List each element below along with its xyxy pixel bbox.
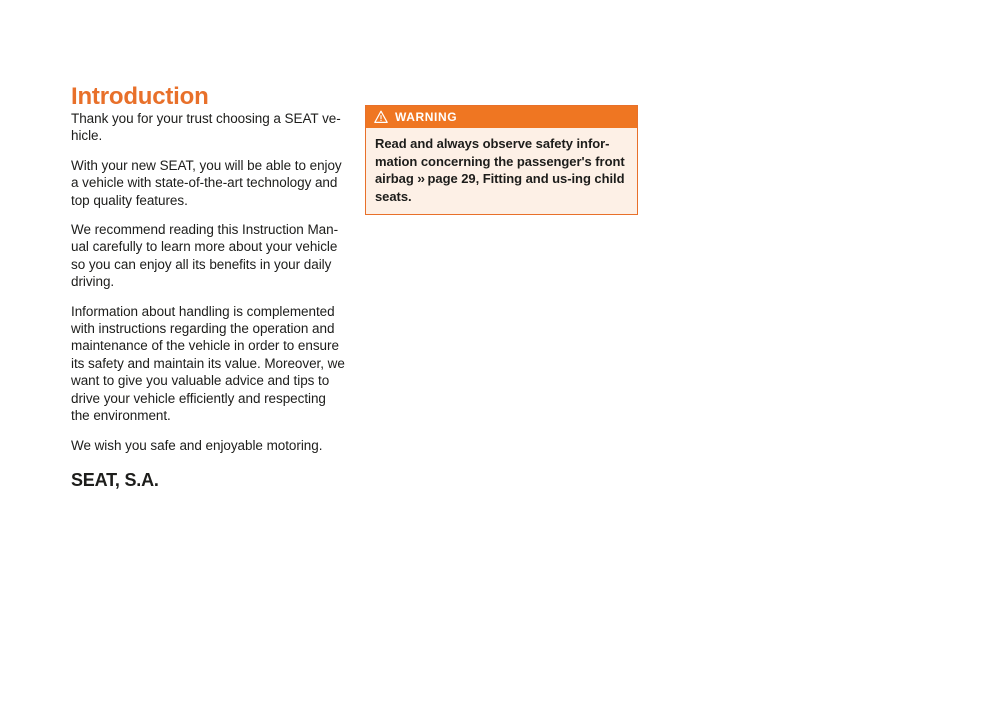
- paragraph: We wish you safe and enjoyable motoring.: [71, 437, 323, 453]
- paragraph: Thank you for your trust choosing a SEAT ve-hicle.: [71, 111, 341, 144]
- cross-reference-chevrons: ››: [417, 171, 424, 186]
- paragraph: We recommend reading this Instruction Man-ual carefully to learn more about your vehicle so you can enjoy all its benefits in your daily driving.: [71, 222, 339, 290]
- signature: SEAT, S.A.: [71, 469, 159, 490]
- warning-label: WARNING: [395, 110, 458, 124]
- paragraph: With your new SEAT, you will be able to enjoy a vehicle with state-of-the-art technology and top quality features.: [71, 157, 342, 208]
- warning-text: Read and always observe safety infor-mation concerning the passenger's front airbag: [375, 136, 625, 186]
- warning-triangle-icon: [374, 110, 388, 124]
- paragraph: Information about handling is complemented with instructions regarding the operation and maintenance of the vehicle in order to ensure its safety and maintain its value. Moreover, we want to give you valuable advice and tips to drive your vehicle efficiently and respecting the environment.: [71, 303, 345, 424]
- warning-box: [365, 105, 638, 215]
- introduction-text-column: [71, 110, 347, 491]
- cross-reference-link[interactable]: page 29, Fitting and us-ing child seats.: [375, 171, 625, 204]
- page-title: Introduction: [71, 83, 209, 111]
- warning-header: [366, 106, 637, 128]
- warning-body: [366, 128, 637, 214]
- warning-column: [365, 105, 638, 215]
